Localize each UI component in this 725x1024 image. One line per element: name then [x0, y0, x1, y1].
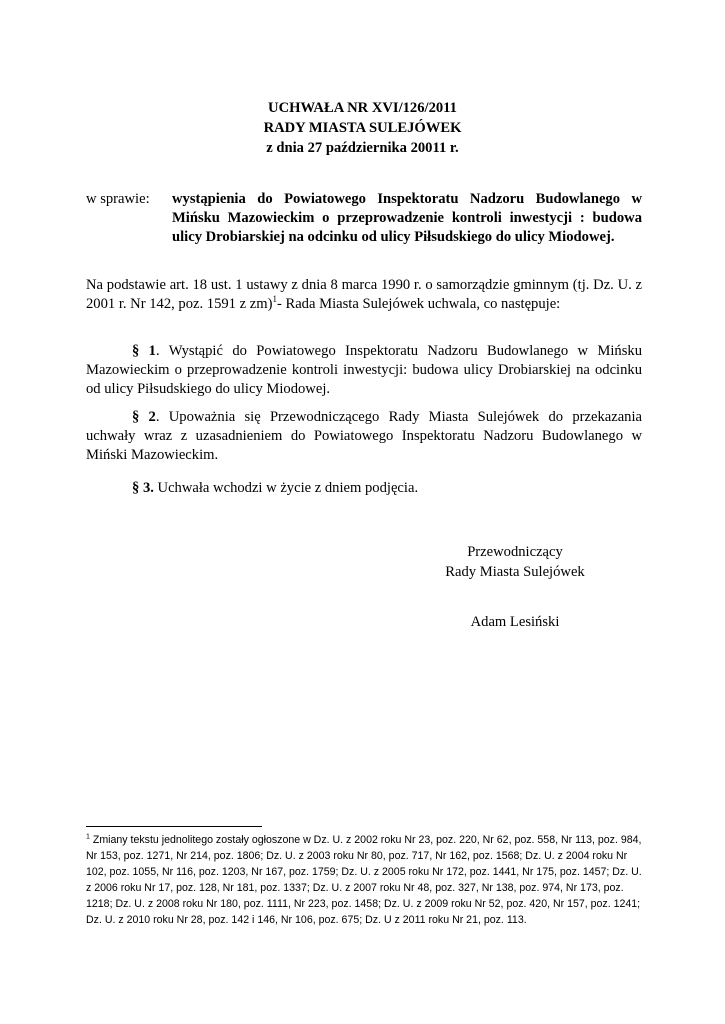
legal-basis-text: Na podstawie art. 18 ust. 1 ustawy z dnia 8 marca 1990 r. o samorządzie gminnym (tj. Dz. U. z 2001 r. Nr 142, poz. 1591 z zm)	[86, 277, 642, 312]
paragraph-separator: .	[155, 343, 160, 359]
paragraph-3	[86, 479, 642, 498]
paragraph-number: § 2	[132, 409, 156, 425]
paragraph-text: Upoważnia się Przewodniczącego Rady Miasta Sulejówek do przekazania uchwały wraz z uzasadnieniem do Powiatowego Inspektoratu Nadzoru Budowlanego w Miński Mazowieckim.	[86, 409, 642, 463]
footnote-reference: 1	[272, 294, 277, 305]
council-name: RADY MIASTA SULEJÓWEK	[263, 120, 462, 136]
paragraph-separator: .	[155, 409, 160, 425]
paragraph-number: § 1	[132, 343, 156, 359]
footnote	[86, 832, 642, 928]
paragraph-text: Wystąpić do Powiatowego Inspektoratu Nadzoru Budowlanego w Mińsku Mazowieckim o przeprowadzenie kontroli inwestycji: budowa ulicy Drobiarskiej na odcinku od ulicy Piłsudskiego do ulicy Miodowej.	[86, 343, 642, 397]
resolution-date: z dnia 27 października 20011 r.	[266, 140, 459, 156]
paragraph-1	[86, 342, 642, 399]
paragraph-text: Uchwała wchodzi w życie z dniem podjęcia.	[153, 480, 419, 496]
legal-basis	[86, 276, 642, 314]
legal-basis-continuation: - Rada Miasta Sulejówek uchwala, co następuje:	[276, 296, 561, 312]
subject-label: w sprawie:	[86, 191, 150, 207]
subject-text: wystąpienia do Powiatowego Inspektoratu Nadzoru Budowlanego w Mińsku Mazowieckim o przeprowadzenie kontroli inwestycji : budowa ulicy Drobiarskiej na odcinku od ulicy Piłsudskiego do ulicy Miodowej.	[172, 191, 642, 245]
signatory-name: Adam Lesiński	[470, 614, 560, 630]
signatory-title: Przewodniczący	[467, 544, 563, 560]
resolution-number: UCHWAŁA NR XVI/126/2011	[268, 100, 457, 116]
paragraph-2	[86, 408, 642, 465]
paragraph-number: § 3.	[132, 480, 154, 496]
signatory-role	[420, 542, 610, 582]
signatory-body: Rady Miasta Sulejówek	[445, 564, 585, 580]
footnote-text: Zmiany tekstu jednolitego zostały ogłoszone w Dz. U. z 2002 roku Nr 23, poz. 220, Nr 62, poz. 558, Nr 113, poz. 984, Nr 153, poz. 1271, Nr 214, poz. 1806; Dz. U. z 2003 roku Nr 80, poz. 717, Nr 162, poz. 1568; Dz. U. z 2004 roku Nr 102, poz. 1055, Nr 116, poz. 1203, Nr 167, poz. 1759; Dz. U. z 2005 roku Nr 172, poz. 1441, Nr 175, poz. 1457; Dz. U. z 2006 roku Nr 17, poz. 128, Nr 181, poz. 1337; Dz. U. z 2007 roku Nr 48, poz. 327, Nr 138, poz. 974, Nr 173, poz. 1218; Dz. U. z 2008 roku Nr 180, poz. 1111, Nr 223, poz. 1458; Dz. U. z 2009 roku Nr 52, poz. 420, Nr 157, poz. 1241; Dz. U. z 2010 roku Nr 28, poz. 142 i 146, Nr 106, poz. 675; Dz. U z 2011 roku Nr 21, poz. 113.	[86, 834, 642, 926]
document-header	[0, 98, 725, 158]
footnote-marker: 1	[86, 833, 90, 841]
footnote-divider	[86, 826, 262, 827]
